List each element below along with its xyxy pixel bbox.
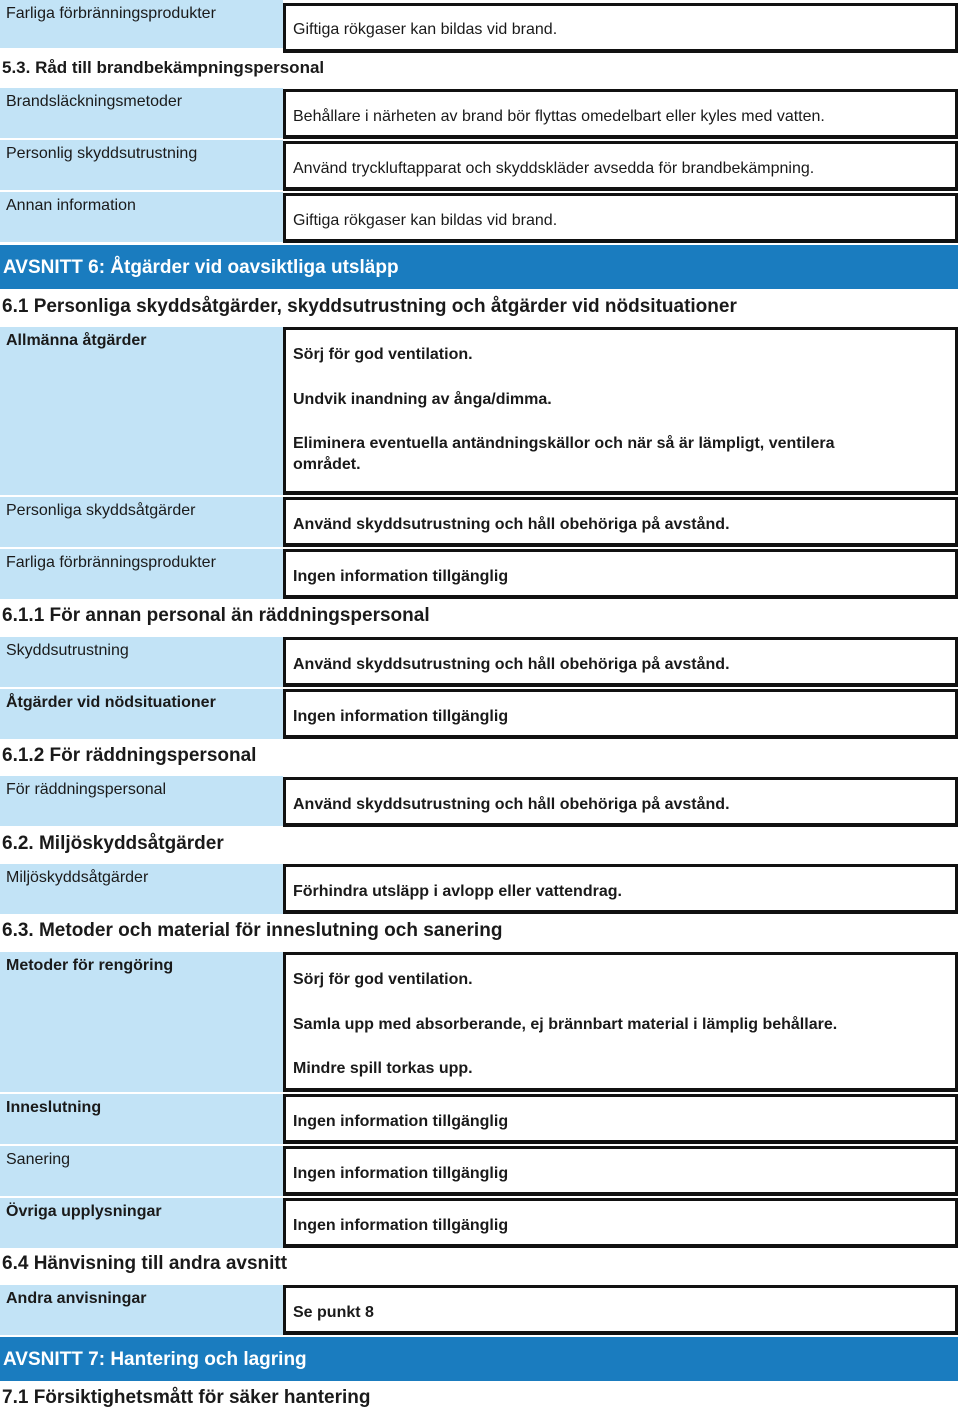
value-text: Undvik inandning av ånga/dimma. [293, 391, 552, 408]
label-for-raddningspersonal: För räddningspersonal [0, 776, 283, 826]
label-sanering: Sanering [0, 1146, 283, 1196]
heading-6-2: 6.2. Miljöskyddsåtgärder [2, 833, 224, 854]
value-text: Ingen information tillgänglig [293, 708, 509, 725]
value-text: Förhindra utsläpp i avlopp eller vattendrag. [293, 883, 622, 900]
label-inneslutning: Inneslutning [0, 1094, 283, 1144]
value-text: Giftiga rökgaser kan bildas vid brand. [293, 21, 558, 38]
label-personlig-skyddsutrustning: Personlig skyddsutrustning [0, 140, 283, 190]
value-text: Använd skyddsutrustning och håll obehöriga på avstånd. [293, 516, 730, 533]
label-brandslackningsmetoder: Brandsläckningsmetoder [0, 88, 283, 138]
section-6-title: AVSNITT 6: Åtgärder vid oavsiktliga utsläpp [0, 245, 958, 289]
value-text: Använd tryckluftapparat och skyddskläder avsedda för brandbekämpning. [293, 160, 815, 177]
value-text: Sörj för god ventilation. [293, 971, 473, 988]
value-text: Se punkt 8 [293, 1304, 374, 1321]
value-text: Ingen information tillgänglig [293, 1217, 509, 1234]
label-metoder-for-rengoring: Metoder för rengöring [0, 952, 283, 1092]
heading-6-1: 6.1 Personliga skyddsåtgärder, skyddsutrustning och åtgärder vid nödsituationer [2, 296, 737, 317]
heading-6-3: 6.3. Metoder och material för inneslutning och sanering [2, 920, 503, 941]
value-text: Ingen information tillgänglig [293, 568, 509, 585]
value-text: Ingen information tillgänglig [293, 1165, 509, 1182]
value-text: Behållare i närheten av brand bör flyttas omedelbart eller kyles med vatten. [293, 108, 825, 125]
heading-6-4: 6.4 Hänvisning till andra avsnitt [2, 1253, 288, 1274]
value-text: Samla upp med absorberande, ej brännbart material i lämplig behållare. [293, 1016, 838, 1033]
label-atgarder-vid-nodsituationer: Åtgärder vid nödsituationer [0, 689, 283, 739]
label-skyddsutrustning: Skyddsutrustning [0, 637, 283, 687]
section-7-title: AVSNITT 7: Hantering och lagring [0, 1337, 958, 1381]
label-miljoskyddsatgarder: Miljöskyddsåtgärder [0, 864, 283, 914]
label-ovriga-upplysningar: Övriga upplysningar [0, 1198, 283, 1248]
heading-6-1-2: 6.1.2 För räddningspersonal [2, 745, 257, 766]
label-allmanna-atgarder: Allmänna åtgärder [0, 327, 283, 495]
heading-6-1-1: 6.1.1 För annan personal än räddningspersonal [2, 605, 430, 626]
heading-7-1: 7.1 Försiktighetsmått för säker hantering [2, 1387, 371, 1408]
value-text: Använd skyddsutrustning och håll obehöriga på avstånd. [293, 656, 730, 673]
heading-5-3: 5.3. Råd till brandbekämpningspersonal [2, 58, 325, 77]
value-text: Mindre spill torkas upp. [293, 1060, 473, 1077]
label-andra-anvisningar: Andra anvisningar [0, 1285, 283, 1335]
value-text: Giftiga rökgaser kan bildas vid brand. [293, 212, 558, 229]
value-text: Sörj för god ventilation. [293, 346, 473, 363]
value-text: Eliminera eventuella antändningskällor och när så är lämpligt, ventilera området. [293, 435, 835, 473]
label-farliga-forbranningsprodukter-top: Farliga förbränningsprodukter [0, 0, 283, 48]
value-text: Ingen information tillgänglig [293, 1113, 509, 1130]
value-text: Använd skyddsutrustning och håll obehöriga på avstånd. [293, 796, 730, 813]
label-farliga-forbranningsprodukter: Farliga förbränningsprodukter [0, 549, 283, 599]
label-annan-information: Annan information [0, 192, 283, 242]
label-personliga-skyddsatgarder: Personliga skyddsåtgärder [0, 497, 283, 547]
